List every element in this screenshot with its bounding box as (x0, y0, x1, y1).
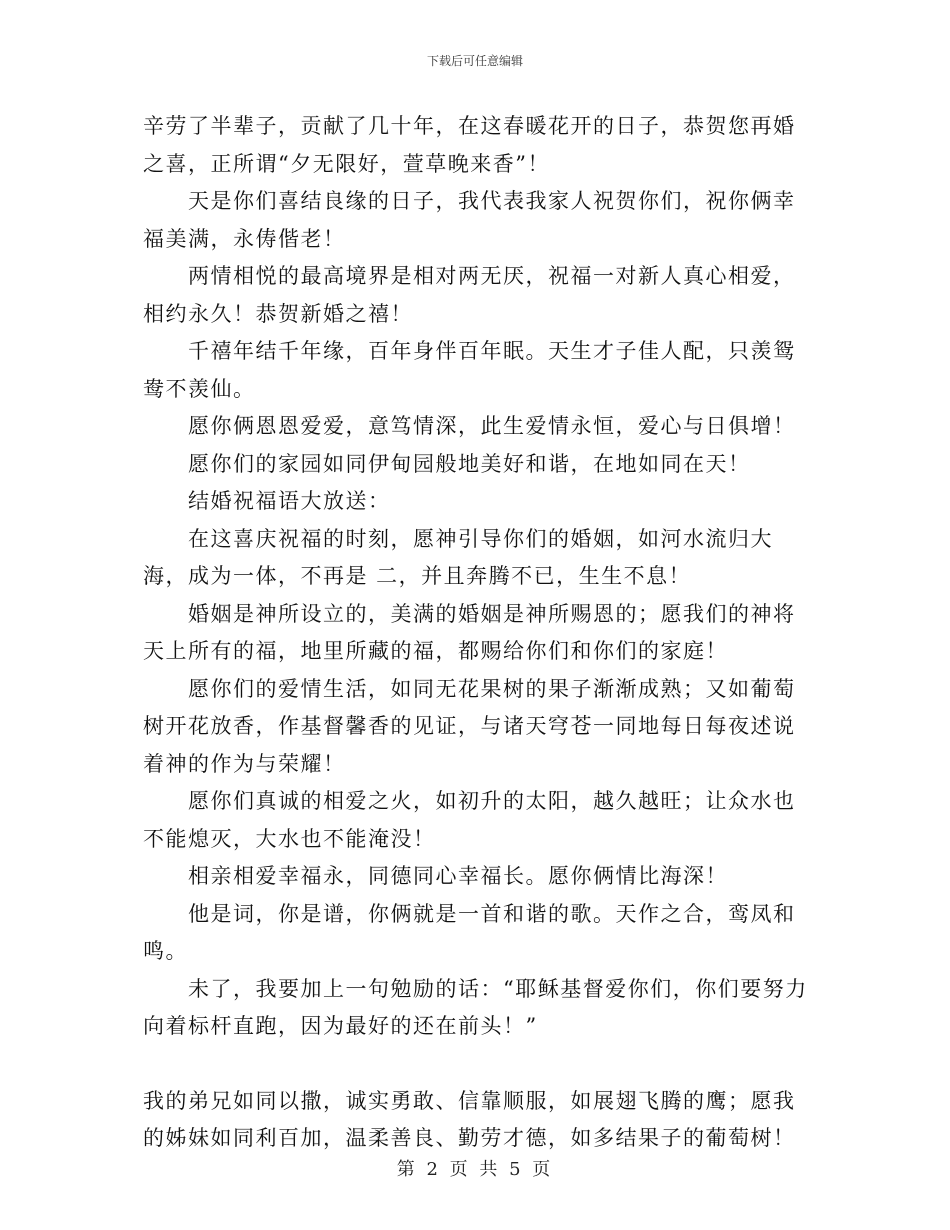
paragraph: 在这喜庆祝福的时刻，愿神引导你们的婚姻，如河水流归大海，成为一体，不再是 二，并且奔腾不已，生生不息！ (143, 526, 773, 588)
paragraph: 千禧年结千年缘，百年身伴百年眠。天生才子佳人配，只羡鸳鸯不羡仙。 (143, 339, 796, 401)
header-note: 下载后可任意编辑 (426, 54, 523, 68)
paragraph: 愿你俩恩恩爱爱，意笃情深，此生爱情永恒，爱心与日俱增！ (188, 414, 796, 438)
paragraph: 他是词，你是谱，你俩就是一首和谐的歌。天作之合，鸾凤和鸣。 (143, 901, 796, 963)
paragraph: 愿你们的家园如同伊甸园般地美好和谐，在地如同在天！ (188, 451, 751, 476)
paragraph: 辛劳了半辈子，贡献了几十年，在这春暖花开的日子，恭贺您再婚之喜，正所谓“夕无限好，萱草晚来香”！ (143, 114, 796, 176)
page-number-footer: 第 2 页 共 5 页 (396, 1159, 554, 1180)
paragraph: 愿你们的爱情生活，如同无花果树的果子渐渐成熟；又如葡萄树开花放香，作基督馨香的见证，与诸天穹苍一同地每日每夜述说着神的作为与荣耀！ (143, 676, 796, 776)
paragraph: 未了，我要加上一句勉励的话：“耶稣基督爱你们，你们要努力向着标杆直跑，因为最好的还在前头！” (143, 976, 808, 1038)
paragraph: 相亲相爱幸福永，同德同心幸福长。愿你俩情比海深！ (188, 864, 728, 888)
paragraph: 愿你们真诚的相爱之火，如初升的太阳，越久越旺；让众水也不能熄灭，大水也不能淹没！ (143, 789, 796, 851)
paragraph: 两情相悦的最高境界是相对两无厌，祝福一对新人真心相爱，相约永久！恭贺新婚之禧！ (143, 264, 796, 326)
section-heading: 结婚祝福语大放送： (188, 489, 391, 513)
closing-paragraph: 我的弟兄如同以撒，诚实勇敢、信靠顺服，如展翅飞腾的鹰；愿我的姊妹如同利百加，温柔善良、勤劳才德，如多结果子的葡萄树！ (143, 1088, 796, 1150)
blank-line (143, 1046, 815, 1083)
paragraph: 天是你们喜结良缘的日子，我代表我家人祝贺你们，祝你俩幸福美满，永俦偕老！ (143, 189, 796, 251)
document-body (143, 108, 815, 1158)
paragraph: 婚姻是神所设立的，美满的婚姻是神所赐恩的；愿我们的神将天上所有的福，地里所藏的福，都赐给你们和你们的家庭！ (143, 601, 796, 663)
